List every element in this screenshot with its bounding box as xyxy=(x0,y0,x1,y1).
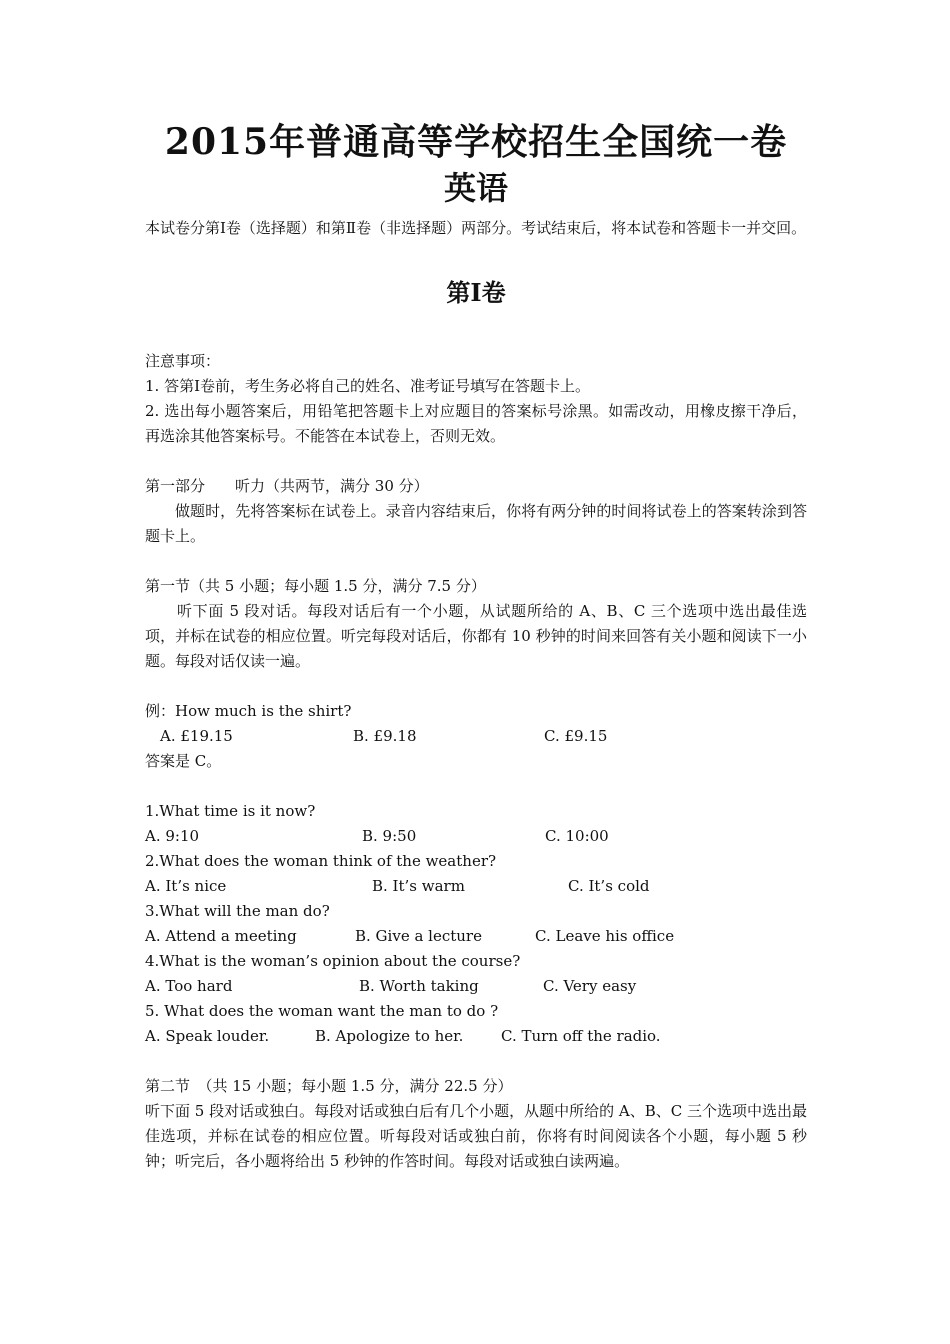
question-3-options xyxy=(145,924,807,949)
option-a: A. 9:10 xyxy=(145,827,200,845)
section1-instruction: 听下面 5 段对话。每段对话后有一个小题，从试题所给的 A、B、C 三个选项中选出最佳选项，并标在试卷的相应位置。听完每段对话后，你都有 10 秒钟的时间来回答有关小题和阅读下一小题。每段对话仅读一遍。 xyxy=(145,602,807,670)
subject-title: 英语 xyxy=(443,169,508,207)
example-options xyxy=(145,724,807,749)
option-b: B. Give a lecture xyxy=(355,927,482,945)
section2-instruction: 听下面 5 段对话或独白。每段对话或独白后有几个小题，从题中所给的 A、B、C 三个选项中选出最佳选项，并标在试卷的相应位置。听每段对话或独白前，你将有时间阅读各个小题，每小题 5 秒钟；听完后，各小题将给出 5 秒钟的作答时间。每段对话或独白读两遍。 xyxy=(145,1102,807,1170)
notice-item-2: 2. 选出每小题答案后，用铅笔把答题卡上对应题目的答案标号涂黑。如需改动，用橡皮擦干净后，再选涂其他答案标号。不能答在本试卷上，否则无效。 xyxy=(145,402,807,445)
question-2-options xyxy=(145,874,807,899)
option-c: C. Very easy xyxy=(543,977,637,995)
part1-heading: 第一部分 听力（共两节，满分 30 分） xyxy=(145,477,429,495)
option-b: B. Apologize to her. xyxy=(315,1027,464,1045)
question-1: 1.What time is it now? xyxy=(145,802,316,820)
exam-page xyxy=(145,118,807,1174)
exam-title: 2015年普通高等学校招生全国统一卷 xyxy=(164,121,788,163)
option-a: A. Speak louder. xyxy=(145,1027,270,1045)
option-b: B. Worth taking xyxy=(359,977,479,995)
option-a: A. £19.15 xyxy=(160,727,233,745)
question-4: 4.What is the woman’s opinion about the course? xyxy=(145,952,521,970)
section1-heading: 第一节（共 5 小题；每小题 1.5 分，满分 7.5 分） xyxy=(145,577,486,595)
notice-heading: 注意事项： xyxy=(145,352,221,370)
question-3: 3.What will the man do? xyxy=(145,902,330,920)
option-b: B. 9:50 xyxy=(362,827,417,845)
question-5: 5. What does the woman want the man to do ? xyxy=(145,1002,499,1020)
example-answer: 答案是 C。 xyxy=(145,752,222,770)
option-c: C. £9.15 xyxy=(544,727,608,745)
option-b: B. £9.18 xyxy=(353,727,417,745)
notice-item-1: 1. 答第Ⅰ卷前，考生务必将自己的姓名、准考证号填写在答题卡上。 xyxy=(145,377,591,395)
question-2: 2.What does the woman think of the weather? xyxy=(145,852,497,870)
question-5-options xyxy=(145,1024,807,1049)
intro-paragraph: 本试卷分第Ⅰ卷（选择题）和第Ⅱ卷（非选择题）两部分。考试结束后，将本试卷和答题卡一并交回。 xyxy=(145,219,807,237)
example-question: 例：How much is the shirt? xyxy=(145,702,352,720)
option-a: A. Attend a meeting xyxy=(145,927,297,945)
question-4-options xyxy=(145,974,807,999)
option-c: C. Turn off the radio. xyxy=(501,1027,661,1045)
section2-heading: 第二节 （共 15 小题；每小题 1.5 分，满分 22.5 分） xyxy=(145,1077,513,1095)
option-c: C. It’s cold xyxy=(568,877,650,895)
volume-title: 第Ⅰ卷 xyxy=(446,278,506,307)
option-c: C. Leave his office xyxy=(535,927,675,945)
option-a: A. Too hard xyxy=(145,977,233,995)
part1-instruction: 做题时，先将答案标在试卷上。录音内容结束后，你将有两分钟的时间将试卷上的答案转涂到答题卡上。 xyxy=(145,502,807,545)
question-1-options xyxy=(145,824,807,849)
option-a: A. It’s nice xyxy=(145,877,227,895)
option-b: B. It’s warm xyxy=(372,877,465,895)
option-c: C. 10:00 xyxy=(545,827,609,845)
